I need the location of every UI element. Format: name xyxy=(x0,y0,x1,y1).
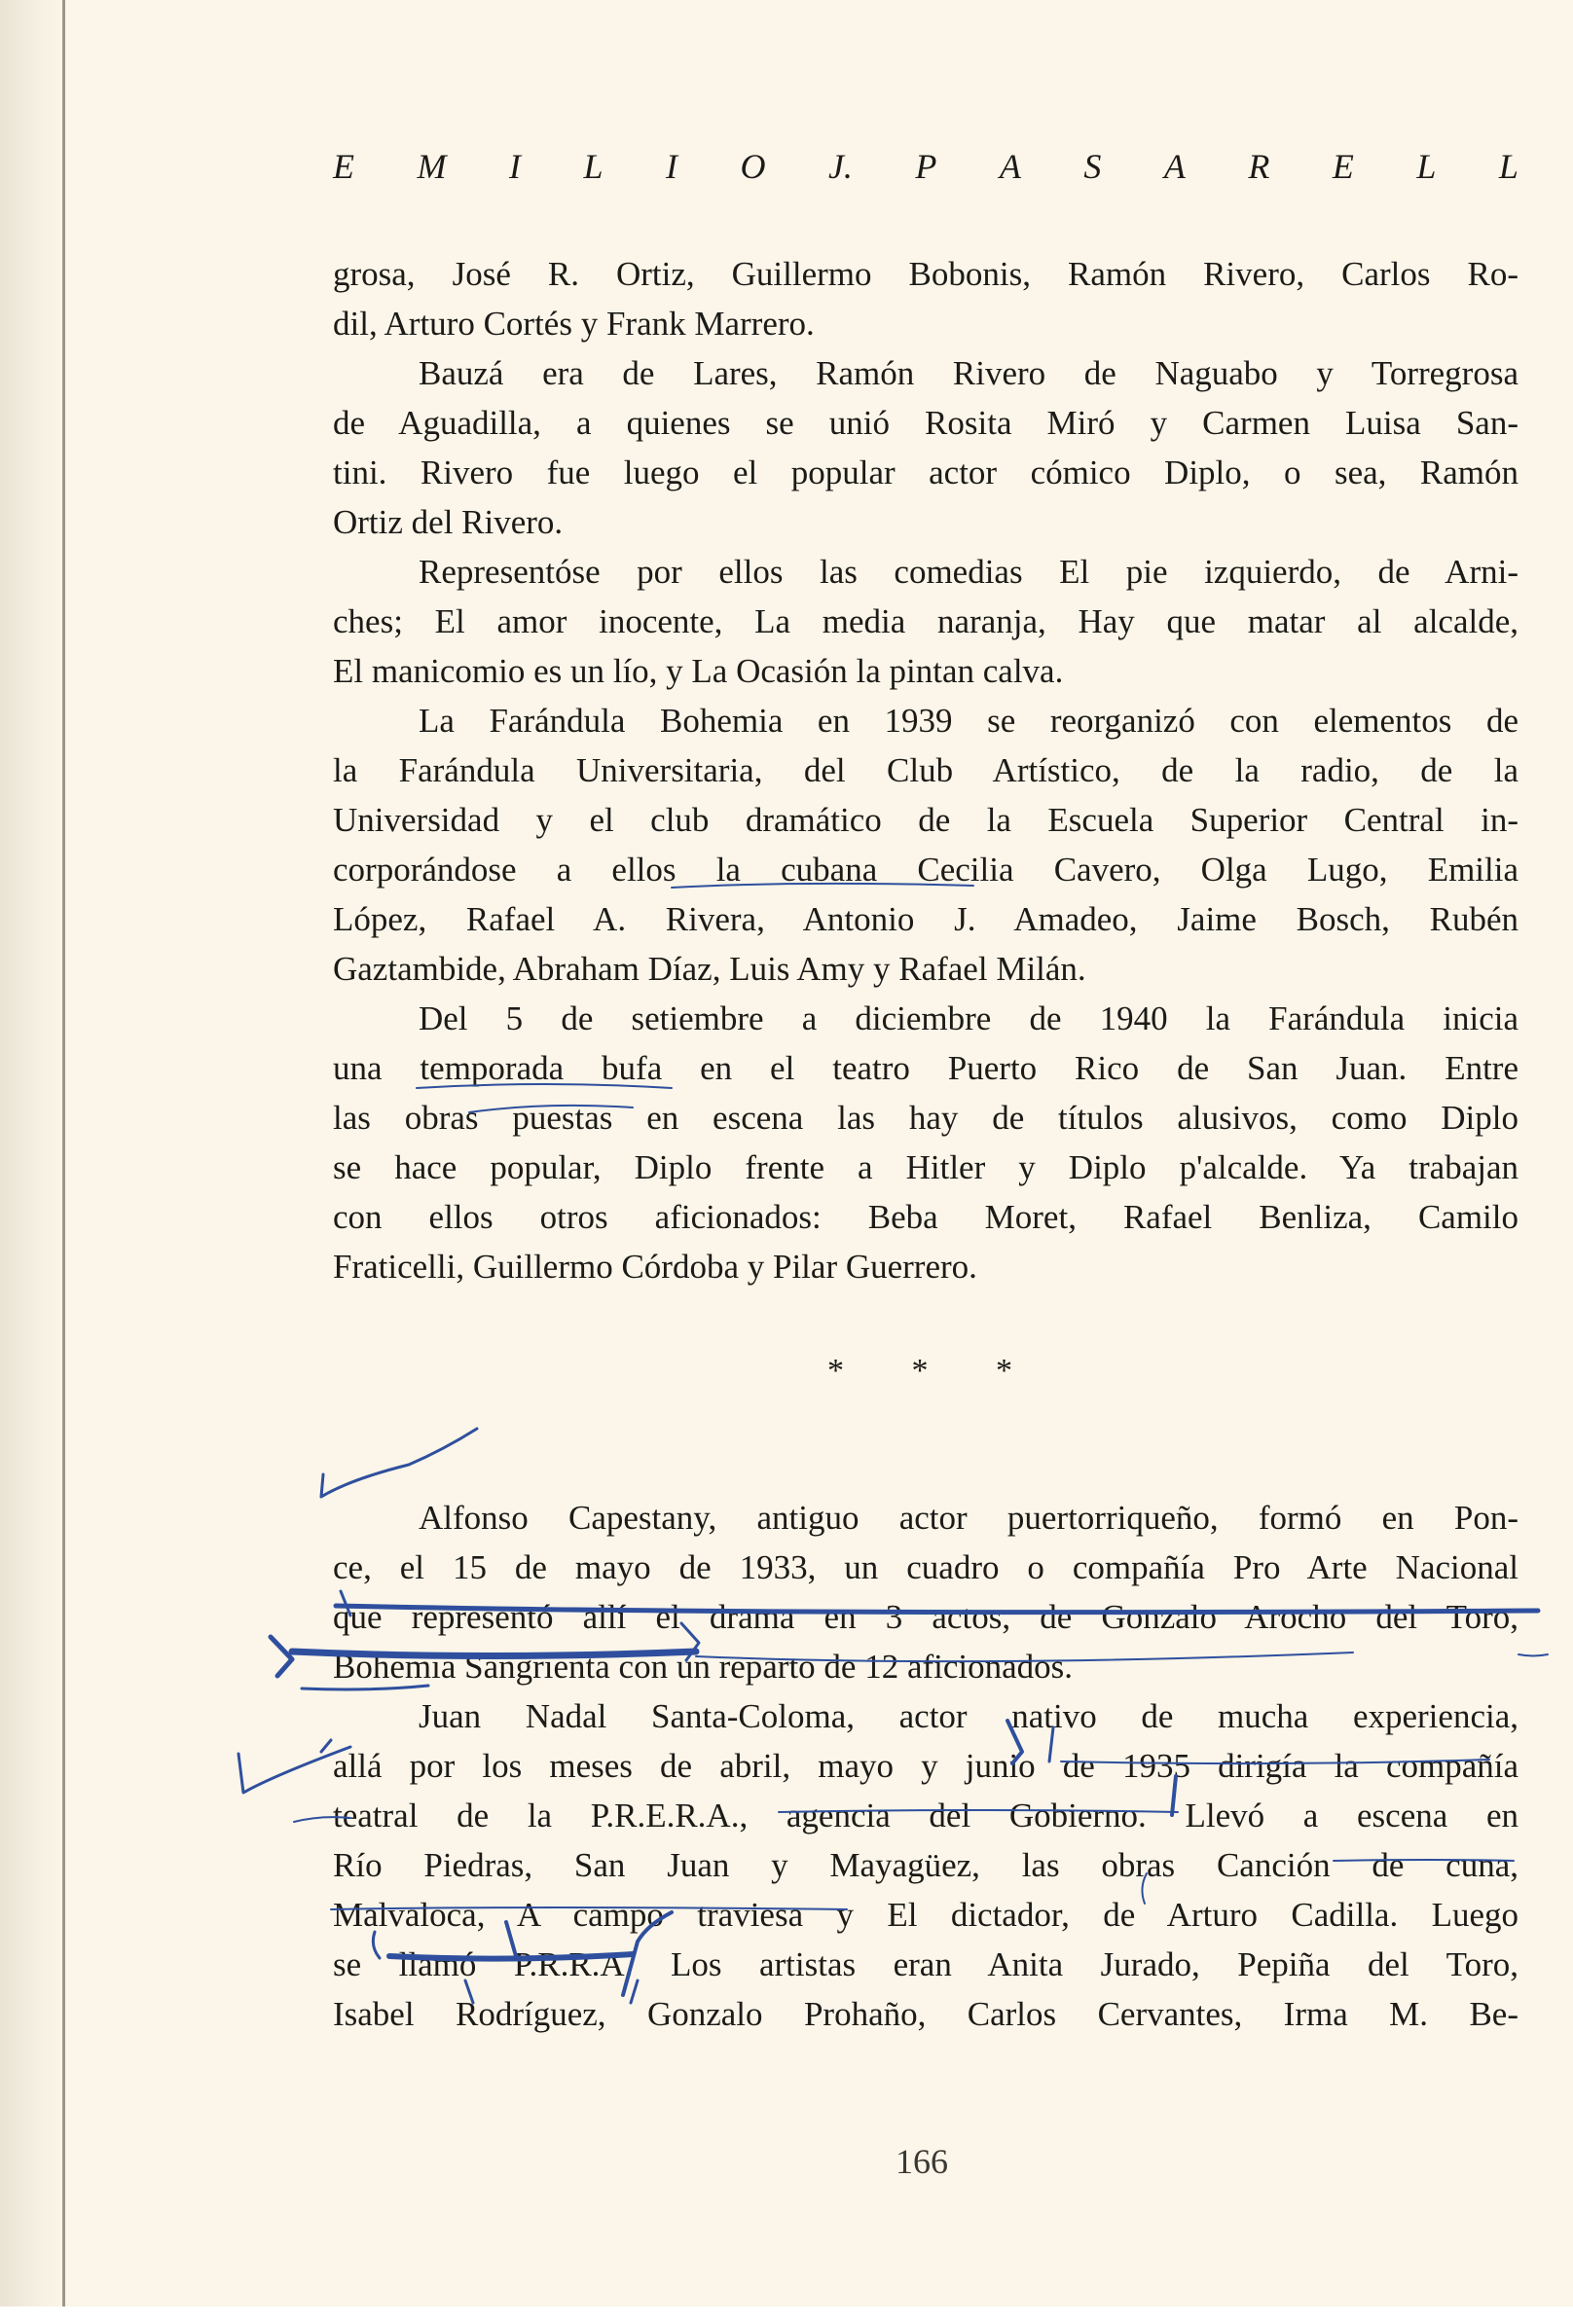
text-line: corporándose a ellos la cubana Cecilia Cavero, Olga Lugo, Emilia xyxy=(333,851,1518,889)
asterisk: * xyxy=(911,1353,929,1389)
text-line: La Farándula Bohemia en 1939 se reorganizó con elementos de xyxy=(419,702,1518,740)
page-bottom-edge xyxy=(0,2306,1573,2324)
text-line: Bohemia Sangrienta con un reparto de 12 aficionados. xyxy=(333,1648,1074,1686)
text-line: ce, el 15 de mayo de 1933, un cuadro o compañía Pro Arte Nacional xyxy=(333,1548,1518,1586)
text-line: de Aguadilla, a quienes se unió Rosita Miró y Carmen Luisa San- xyxy=(333,404,1518,442)
running-head-letter: A xyxy=(1163,147,1186,186)
text-line: Representóse por ellos las comedias El pie izquierdo, de Arni- xyxy=(419,553,1518,591)
text-line: se llamó P.R.R.A. Los artistas eran Anita Jurado, Pepiña del Toro, xyxy=(333,1945,1518,1983)
text-line: Universidad y el club dramático de la Escuela Superior Central in- xyxy=(333,801,1518,839)
text-line: la Farándula Universitaria, del Club Artístico, de la radio, de la xyxy=(333,751,1518,789)
text-line: Alfonso Capestany, antiguo actor puertorriqueño, formó en Pon- xyxy=(419,1499,1518,1537)
asterisk: * xyxy=(827,1353,844,1389)
running-head-letter: L xyxy=(1498,147,1518,186)
running-head-letter: M xyxy=(417,147,447,186)
text-line: teatral de la P.R.E.R.A., agencia del Gobierno. Llevó a escena en xyxy=(333,1797,1518,1834)
text-line: grosa, José R. Ortiz, Guillermo Bobonis, Ramón Rivero, Carlos Ro- xyxy=(333,255,1518,293)
text-line: Fraticelli, Guillermo Córdoba y Pilar Guerrero. xyxy=(333,1248,977,1286)
text-line: ches; El amor inocente, La media naranja, Hay que matar al alcalde, xyxy=(333,602,1518,640)
running-head-letter: R xyxy=(1248,147,1270,186)
page-number: 166 xyxy=(896,2142,948,2181)
binding-shadow xyxy=(0,0,70,2324)
text-line: dil, Arturo Cortés y Frank Marrero. xyxy=(333,305,815,343)
section-separator xyxy=(827,1353,1012,1390)
text-line: con ellos otros aficionados: Beba Moret, Rafael Benliza, Camilo xyxy=(333,1198,1518,1236)
running-head-letter: S xyxy=(1083,147,1102,186)
running-head-letter: P xyxy=(915,147,937,186)
running-head-letter: A xyxy=(999,147,1021,186)
text-line: Bauzá era de Lares, Ramón Rivero de Naguabo y Torregrosa xyxy=(419,354,1518,392)
running-head-letter: L xyxy=(1416,147,1437,186)
running-head-letter: E xyxy=(1332,147,1354,186)
body-text xyxy=(333,249,1518,2039)
running-head-letter: L xyxy=(583,147,604,186)
text-line: allá por los meses de abril, mayo y junio de 1935 dirigía la compañía xyxy=(333,1747,1518,1785)
text-line: se hace popular, Diplo frente a Hitler y Diplo p'alcalde. Ya trabajan xyxy=(333,1148,1518,1186)
text-line: Isabel Rodríguez, Gonzalo Prohaño, Carlos Cervantes, Irma M. Be- xyxy=(333,1995,1518,2033)
text-line: tini. Rivero fue luego el popular actor cómico Diplo, o sea, Ramón xyxy=(333,454,1518,491)
bracket-mark xyxy=(271,1637,292,1676)
running-head-letter: I xyxy=(665,147,677,186)
running-head xyxy=(333,146,1518,187)
text-line: Del 5 de setiembre a diciembre de 1940 la Farándula inicia xyxy=(419,999,1518,1037)
text-line: Gaztambide, Abraham Díaz, Luis Amy y Rafael Milán. xyxy=(333,950,1086,988)
running-head-letter: O xyxy=(740,147,766,186)
asterisk: * xyxy=(996,1353,1012,1389)
running-head-letter: I xyxy=(508,147,521,186)
bracket-mark xyxy=(1518,1654,1548,1656)
running-head-letter: E xyxy=(333,147,354,186)
text-line: una temporada bufa en el teatro Puerto Rico de San Juan. Entre xyxy=(333,1049,1518,1087)
text-line: El manicomio es un lío, y La Ocasión la pintan calva. xyxy=(333,652,1064,690)
text-line: que representó allí el drama en 3 actos, de Gonzalo Arocho del Toro, xyxy=(333,1598,1518,1636)
text-line: López, Rafael A. Rivera, Antonio J. Amadeo, Jaime Bosch, Rubén xyxy=(333,900,1518,938)
binding-edge xyxy=(62,0,65,2324)
text-line: Malvaloca, A campo traviesa y El dictador, de Arturo Cadilla. Luego xyxy=(333,1896,1518,1934)
text-line: Ortiz del Rivero. xyxy=(333,503,564,541)
text-line: Juan Nadal Santa-Coloma, actor nativo de mucha experiencia, xyxy=(419,1697,1518,1735)
text-line: Río Piedras, San Juan y Mayagüez, las obras Canción de cuna, xyxy=(333,1846,1518,1884)
text-line: las obras puestas en escena las hay de títulos alusivos, como Diplo xyxy=(333,1099,1518,1137)
running-head-letter: J. xyxy=(827,147,853,186)
bracket-mark xyxy=(321,1740,331,1752)
